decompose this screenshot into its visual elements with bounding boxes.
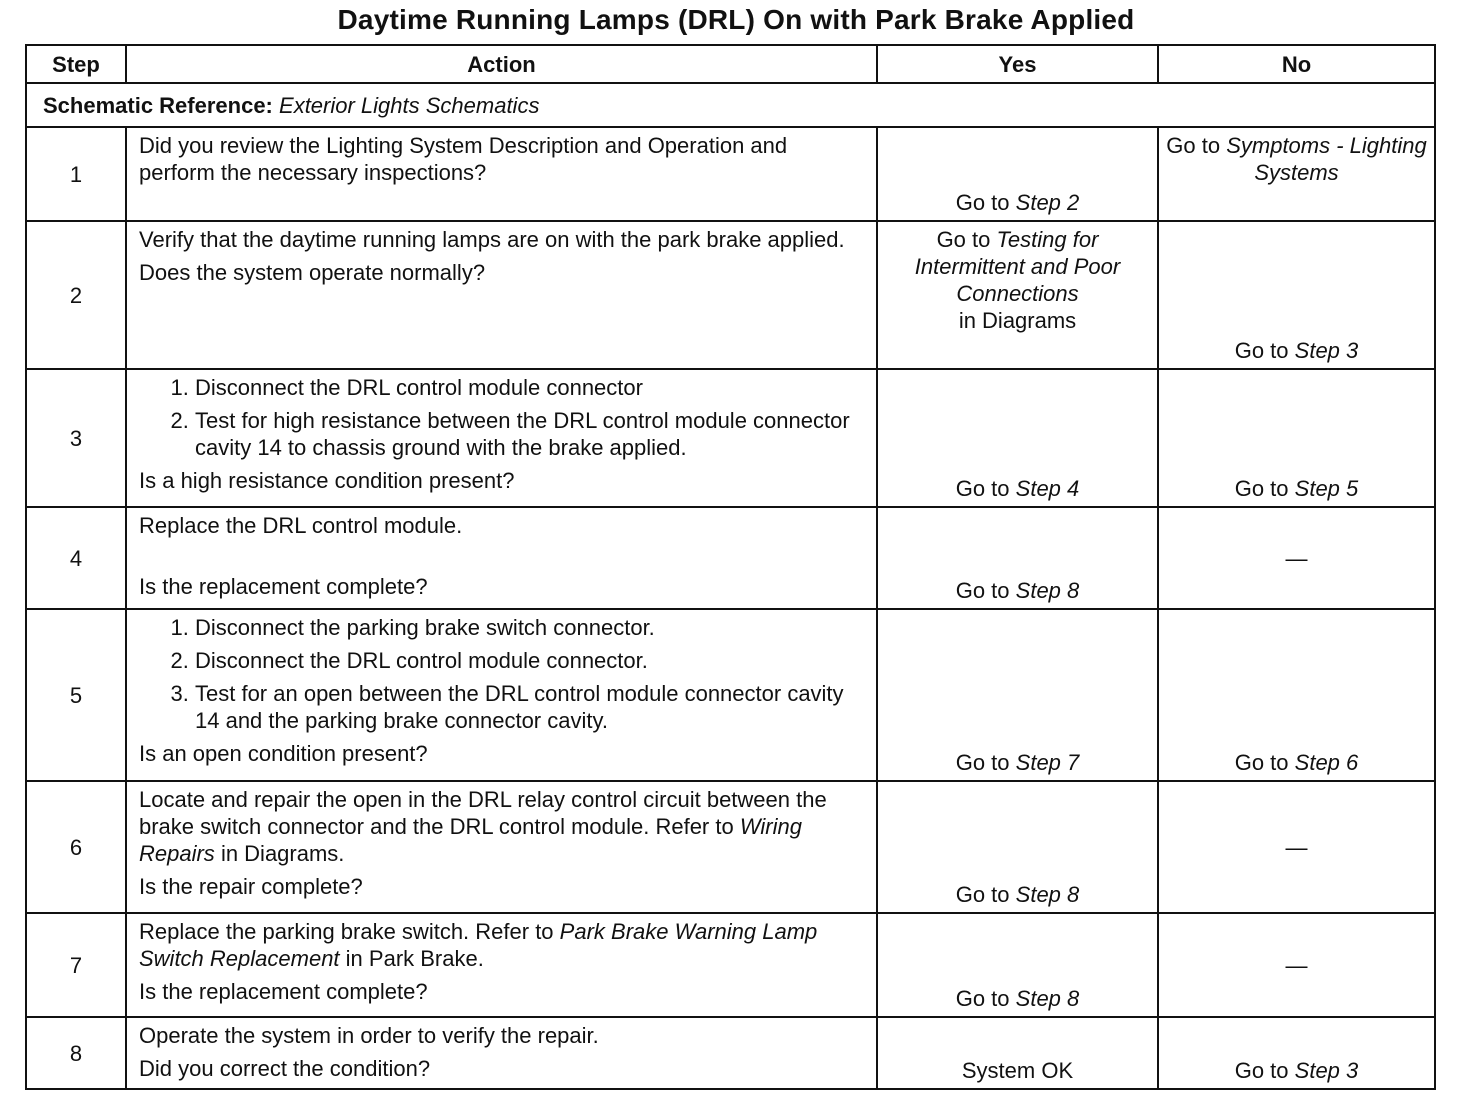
step-number: 2 bbox=[26, 221, 126, 369]
no-cell bbox=[1158, 781, 1435, 913]
action-cell bbox=[126, 913, 877, 1017]
table-row bbox=[26, 781, 1435, 913]
yes-result: System OK bbox=[961, 1058, 1074, 1083]
header-yes: Yes bbox=[877, 45, 1158, 83]
action-text: Verify that the daytime running lamps are on with the park brake applied. bbox=[139, 227, 845, 252]
action-question: Is the replacement complete? bbox=[139, 574, 428, 599]
table-row bbox=[26, 507, 1435, 609]
action-text: Operate the system in order to verify the repair. bbox=[139, 1023, 599, 1048]
yes-link[interactable]: Step 8 bbox=[1015, 578, 1080, 603]
step-number: 5 bbox=[26, 609, 126, 781]
action-question: Is the repair complete? bbox=[139, 874, 363, 899]
yes-cell bbox=[877, 609, 1158, 781]
step-number: 1 bbox=[26, 127, 126, 221]
no-cell bbox=[1158, 127, 1435, 221]
list-item: 3. Test for an open between the DRL control module connector cavity 14 and the parking brake connector cavity. bbox=[195, 680, 866, 734]
action-list bbox=[139, 374, 866, 461]
action-text-main: Locate and repair the open in the DRL relay control circuit between the brake switch connector and the DRL control module. Refer to bbox=[139, 787, 827, 839]
schematic-label: Schematic Reference: bbox=[43, 92, 273, 118]
no-cell bbox=[1158, 221, 1435, 369]
no-link[interactable]: Symptoms - Lighting Systems bbox=[1226, 133, 1427, 185]
go-to-text: Go to bbox=[955, 750, 1010, 775]
action-question: Did you correct the condition? bbox=[139, 1056, 431, 1081]
yes-cell bbox=[877, 369, 1158, 507]
action-question: Does the system operate normally? bbox=[139, 260, 486, 285]
go-to-text: Go to bbox=[955, 578, 1010, 603]
no-cell bbox=[1158, 369, 1435, 507]
go-to-text: Go to bbox=[1166, 133, 1221, 158]
no-link[interactable]: Step 6 bbox=[1294, 750, 1359, 775]
action-text bbox=[139, 918, 866, 972]
no-cell bbox=[1158, 507, 1435, 609]
yes-link[interactable]: Step 8 bbox=[1015, 882, 1080, 907]
yes-link[interactable]: Step 7 bbox=[1015, 750, 1080, 775]
yes-link[interactable]: Step 2 bbox=[1015, 190, 1080, 215]
header-no: No bbox=[1158, 45, 1435, 83]
no-cell bbox=[1158, 609, 1435, 781]
step-number: 4 bbox=[26, 507, 126, 609]
action-cell bbox=[126, 1017, 877, 1089]
header-action: Action bbox=[126, 45, 877, 83]
table-row bbox=[26, 369, 1435, 507]
action-link[interactable]: Park Brake Warning Lamp Switch Replacement bbox=[139, 919, 818, 971]
action-cell bbox=[126, 221, 877, 369]
action-text: Replace the DRL control module. bbox=[139, 513, 463, 538]
no-link[interactable]: Step 5 bbox=[1294, 476, 1359, 501]
table-row bbox=[26, 221, 1435, 369]
go-to-text: Go to bbox=[955, 476, 1010, 501]
step-number: 8 bbox=[26, 1017, 126, 1089]
page-title: Daytime Running Lamps (DRL) On with Park Brake Applied bbox=[337, 4, 1135, 35]
go-to-text: Go to bbox=[1234, 338, 1289, 363]
yes-cell bbox=[877, 507, 1158, 609]
step-number: 3 bbox=[26, 369, 126, 507]
action-link[interactable]: Wiring Repairs bbox=[139, 814, 802, 866]
action-question: Is the replacement complete? bbox=[139, 979, 428, 1004]
go-to-text: Go to bbox=[936, 227, 991, 252]
action-question: Is an open condition present? bbox=[139, 741, 428, 766]
header-step: Step bbox=[26, 45, 126, 83]
yes-cell bbox=[877, 221, 1158, 369]
action-cell bbox=[126, 507, 877, 609]
step-number: 6 bbox=[26, 781, 126, 913]
yes-cell bbox=[877, 913, 1158, 1017]
schematic-reference bbox=[26, 83, 1435, 127]
table-row bbox=[26, 609, 1435, 781]
yes-cell bbox=[877, 781, 1158, 913]
list-item: 2. Disconnect the DRL control module connector. bbox=[195, 647, 866, 674]
header-row bbox=[26, 45, 1435, 83]
no-link[interactable]: Step 3 bbox=[1294, 1058, 1359, 1083]
action-list bbox=[139, 614, 866, 734]
action-text-main: Replace the parking brake switch. Refer to bbox=[139, 919, 554, 944]
yes-link[interactable]: Step 4 bbox=[1015, 476, 1080, 501]
diagnostic-table bbox=[25, 44, 1436, 1090]
yes-cell bbox=[877, 1017, 1158, 1089]
schematic-row bbox=[26, 83, 1435, 127]
no-action-dash: — bbox=[1285, 834, 1308, 860]
no-cell bbox=[1158, 913, 1435, 1017]
action-text: Did you review the Lighting System Description and Operation and perform the necessary inspections? bbox=[139, 133, 788, 185]
yes-cell bbox=[877, 127, 1158, 221]
schematic-link[interactable]: Exterior Lights Schematics bbox=[279, 92, 540, 118]
action-question: Is a high resistance condition present? bbox=[139, 468, 515, 493]
table-row bbox=[26, 913, 1435, 1017]
action-cell bbox=[126, 127, 877, 221]
no-action-dash: — bbox=[1285, 545, 1308, 571]
action-text-tail: in Park Brake. bbox=[345, 946, 484, 971]
action-text-tail: in Diagrams. bbox=[220, 841, 345, 866]
go-to-text: Go to bbox=[1234, 750, 1289, 775]
yes-link[interactable]: Step 8 bbox=[1015, 986, 1080, 1011]
action-cell bbox=[126, 781, 877, 913]
list-item: 2. Test for high resistance between the DRL control module connector cavity 14 to chassis ground with the brake applied. bbox=[195, 407, 866, 461]
yes-link[interactable]: Testing for Intermittent and Poor Connections bbox=[914, 227, 1121, 306]
step-number: 7 bbox=[26, 913, 126, 1017]
action-cell bbox=[126, 369, 877, 507]
go-to-text: Go to bbox=[955, 190, 1010, 215]
go-to-text: Go to bbox=[1234, 1058, 1289, 1083]
in-diagrams-text: in Diagrams bbox=[958, 308, 1077, 333]
table-row bbox=[26, 1017, 1435, 1089]
go-to-text: Go to bbox=[955, 986, 1010, 1011]
list-item: 1. Disconnect the parking brake switch connector. bbox=[195, 614, 866, 641]
action-text bbox=[139, 786, 866, 867]
go-to-text: Go to bbox=[1234, 476, 1289, 501]
no-cell bbox=[1158, 1017, 1435, 1089]
table-row bbox=[26, 127, 1435, 221]
go-to-text: Go to bbox=[955, 882, 1010, 907]
list-item: 1. Disconnect the DRL control module connector bbox=[195, 374, 866, 401]
no-action-dash: — bbox=[1285, 952, 1308, 978]
action-cell bbox=[126, 609, 877, 781]
no-link[interactable]: Step 3 bbox=[1294, 338, 1359, 363]
